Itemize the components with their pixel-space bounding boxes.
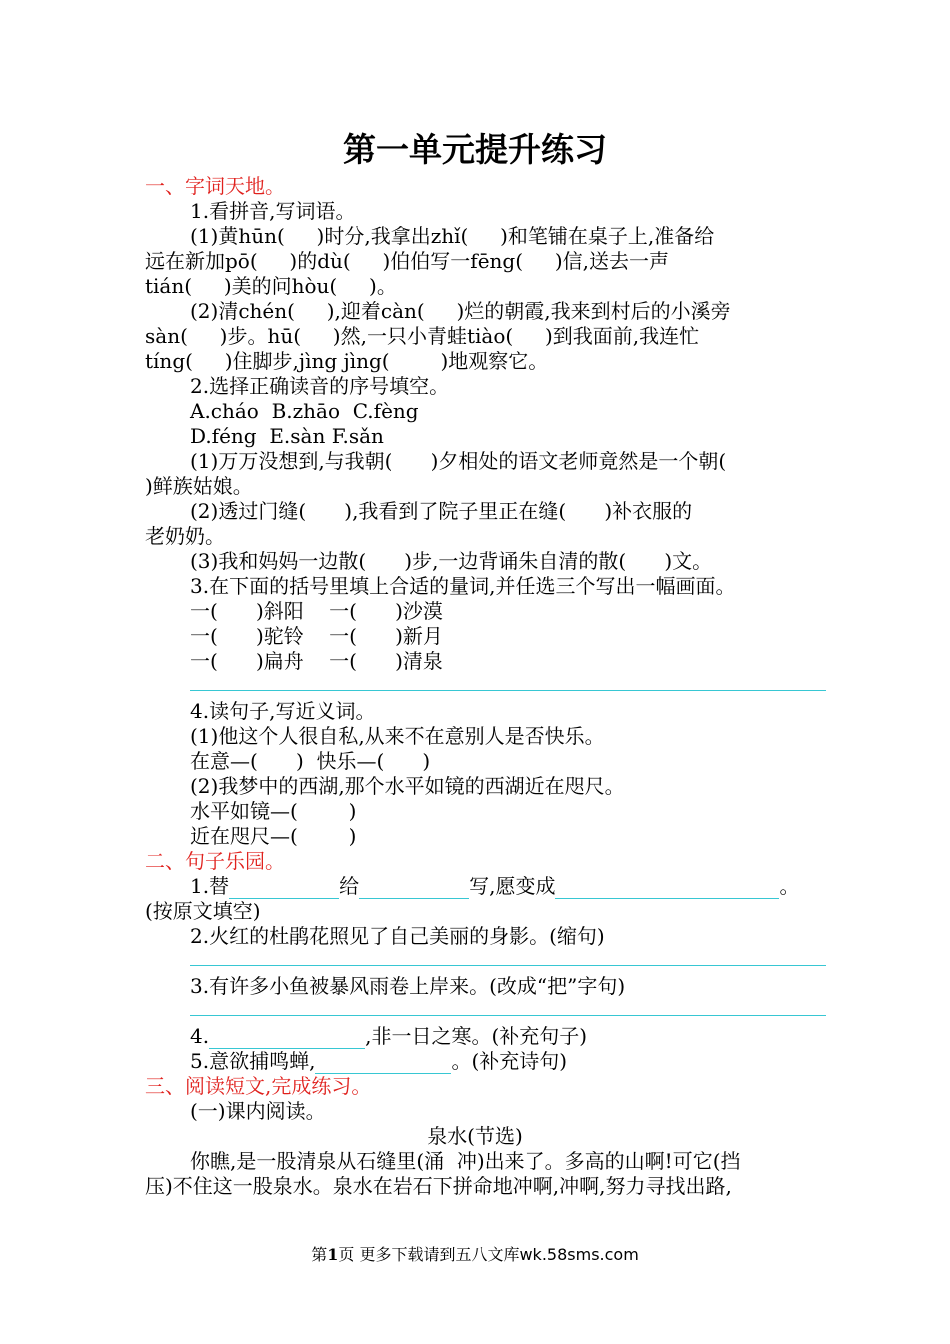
q2-line-2: )鲜族姑娘。 (145, 474, 253, 498)
s2-q3-answer-line[interactable] (190, 1015, 826, 1016)
q3-row-3: 一( )扁舟 一( )清泉 (190, 649, 443, 673)
q4-line-5: 近在咫尺—( ) (190, 824, 357, 848)
passage-line-2: 压)不住这一股泉水。泉水在岩石下拼命地冲啊,冲啊,努力寻找出路, (145, 1174, 732, 1198)
s2-q4-part-a: 4. (190, 1024, 210, 1048)
q1-line-2: 远在新加pō( )的dù( )伯伯写一fēng( )信,送去一声 (145, 249, 669, 273)
s2-q5-part-a: 5.意欲捕鸣蝉, (190, 1049, 316, 1073)
s3-subheading: (一)课内阅读。 (190, 1099, 326, 1123)
s2-q1-part-c: 写,愿变成 (469, 874, 556, 898)
q2-line-1: (1)万万没想到,与我朝( )夕相处的语文老师竟然是一个朝( (190, 449, 727, 473)
s2-q1-note: (按原文填空) (145, 899, 261, 923)
s2-q4-blank[interactable] (209, 1028, 365, 1049)
s2-q2: 2.火红的杜鹃花照见了自己美丽的身影。(缩句) (190, 924, 605, 948)
section-2-heading: 二、句子乐园。 (145, 849, 285, 873)
q4-line-3: (2)我梦中的西湖,那个水平如镜的西湖近在咫尺。 (190, 774, 625, 798)
s2-q1 (190, 874, 799, 899)
q4-line-2: 在意—( ) 快乐—( ) (190, 749, 431, 773)
footer-page-number: 1 (327, 1245, 339, 1264)
s2-q3: 3.有许多小鱼被暴风雨卷上岸来。(改成“把”字句) (190, 974, 626, 998)
q4-line-1: (1)他这个人很自私,从来不在意别人是否快乐。 (190, 724, 605, 748)
footer-text: 页 更多下载请到五八文库 (338, 1245, 520, 1264)
q4-label: 4.读句子,写近义词。 (190, 699, 376, 723)
q3-row-1: 一( )斜阳 一( )沙漠 (190, 599, 443, 623)
q1-label: 1.看拼音,写词语。 (190, 199, 356, 223)
section-1-heading: 一、字词天地。 (145, 174, 285, 198)
q2-line-5: (3)我和妈妈一边散( )步,一边背诵朱自清的散( )文。 (190, 549, 713, 573)
page-footer (0, 1244, 950, 1266)
footer-url[interactable]: wk.58sms.com (519, 1245, 639, 1264)
footer-prefix: 第 (311, 1245, 328, 1264)
q2-options-2: D.féng E.sàn F.sǎn (190, 424, 384, 448)
q1-line-5: sàn( )步。hū( )然,一只小青蛙tiào( )到我面前,我连忙 (145, 324, 700, 348)
page-title: 第一单元提升练习 (343, 130, 607, 169)
s2-q1-part-a: 1.替 (190, 874, 230, 898)
q2-options-1: A.cháo B.zhāo C.fèng (190, 399, 419, 423)
q4-line-4: 水平如镜—( ) (190, 799, 357, 823)
q3-row-2: 一( )驼铃 一( )新月 (190, 624, 443, 648)
q3-answer-line[interactable] (190, 690, 826, 691)
s2-q4-part-b: ,非一日之寒。(补充句子) (365, 1024, 588, 1048)
q2-label: 2.选择正确读音的序号填空。 (190, 374, 450, 398)
q1-line-4: (2)清chén( ),迎着càn( )烂的朝霞,我来到村后的小溪旁 (190, 299, 731, 323)
s2-q5-blank[interactable] (315, 1053, 451, 1074)
q2-line-3: (2)透过门缝( ),我看到了院子里正在缝( )补衣服的 (190, 499, 693, 523)
section-3-heading: 三、阅读短文,完成练习。 (145, 1074, 372, 1098)
passage-line-1: 你瞧,是一股清泉从石缝里(涌 冲)出来了。多高的山啊!可它(挡 (190, 1149, 741, 1173)
q2-line-4: 老奶奶。 (145, 524, 225, 548)
q1-line-3: tián( )美的问hòu( )。 (145, 274, 397, 298)
s2-q1-part-b: 给 (339, 874, 360, 898)
s2-q2-answer-line[interactable] (190, 965, 826, 966)
s2-q1-part-d: 。 (779, 874, 800, 898)
s2-q1-blank-2[interactable] (359, 878, 469, 899)
s2-q1-blank-3[interactable] (555, 878, 779, 899)
s2-q4 (190, 1024, 587, 1049)
q3-label: 3.在下面的括号里填上合适的量词,并任选三个写出一幅画面。 (190, 574, 736, 598)
q1-line-6: tíng( )住脚步,jìng jìng( )地观察它。 (145, 349, 549, 373)
s2-q5-part-b: 。(补充诗句) (451, 1049, 568, 1073)
passage-title: 泉水(节选) (427, 1124, 523, 1148)
s2-q5 (190, 1049, 567, 1074)
q1-line-1: (1)黄hūn( )时分,我拿出zhǐ( )和笔铺在桌子上,准备给 (190, 224, 715, 248)
s2-q1-blank-1[interactable] (229, 878, 339, 899)
